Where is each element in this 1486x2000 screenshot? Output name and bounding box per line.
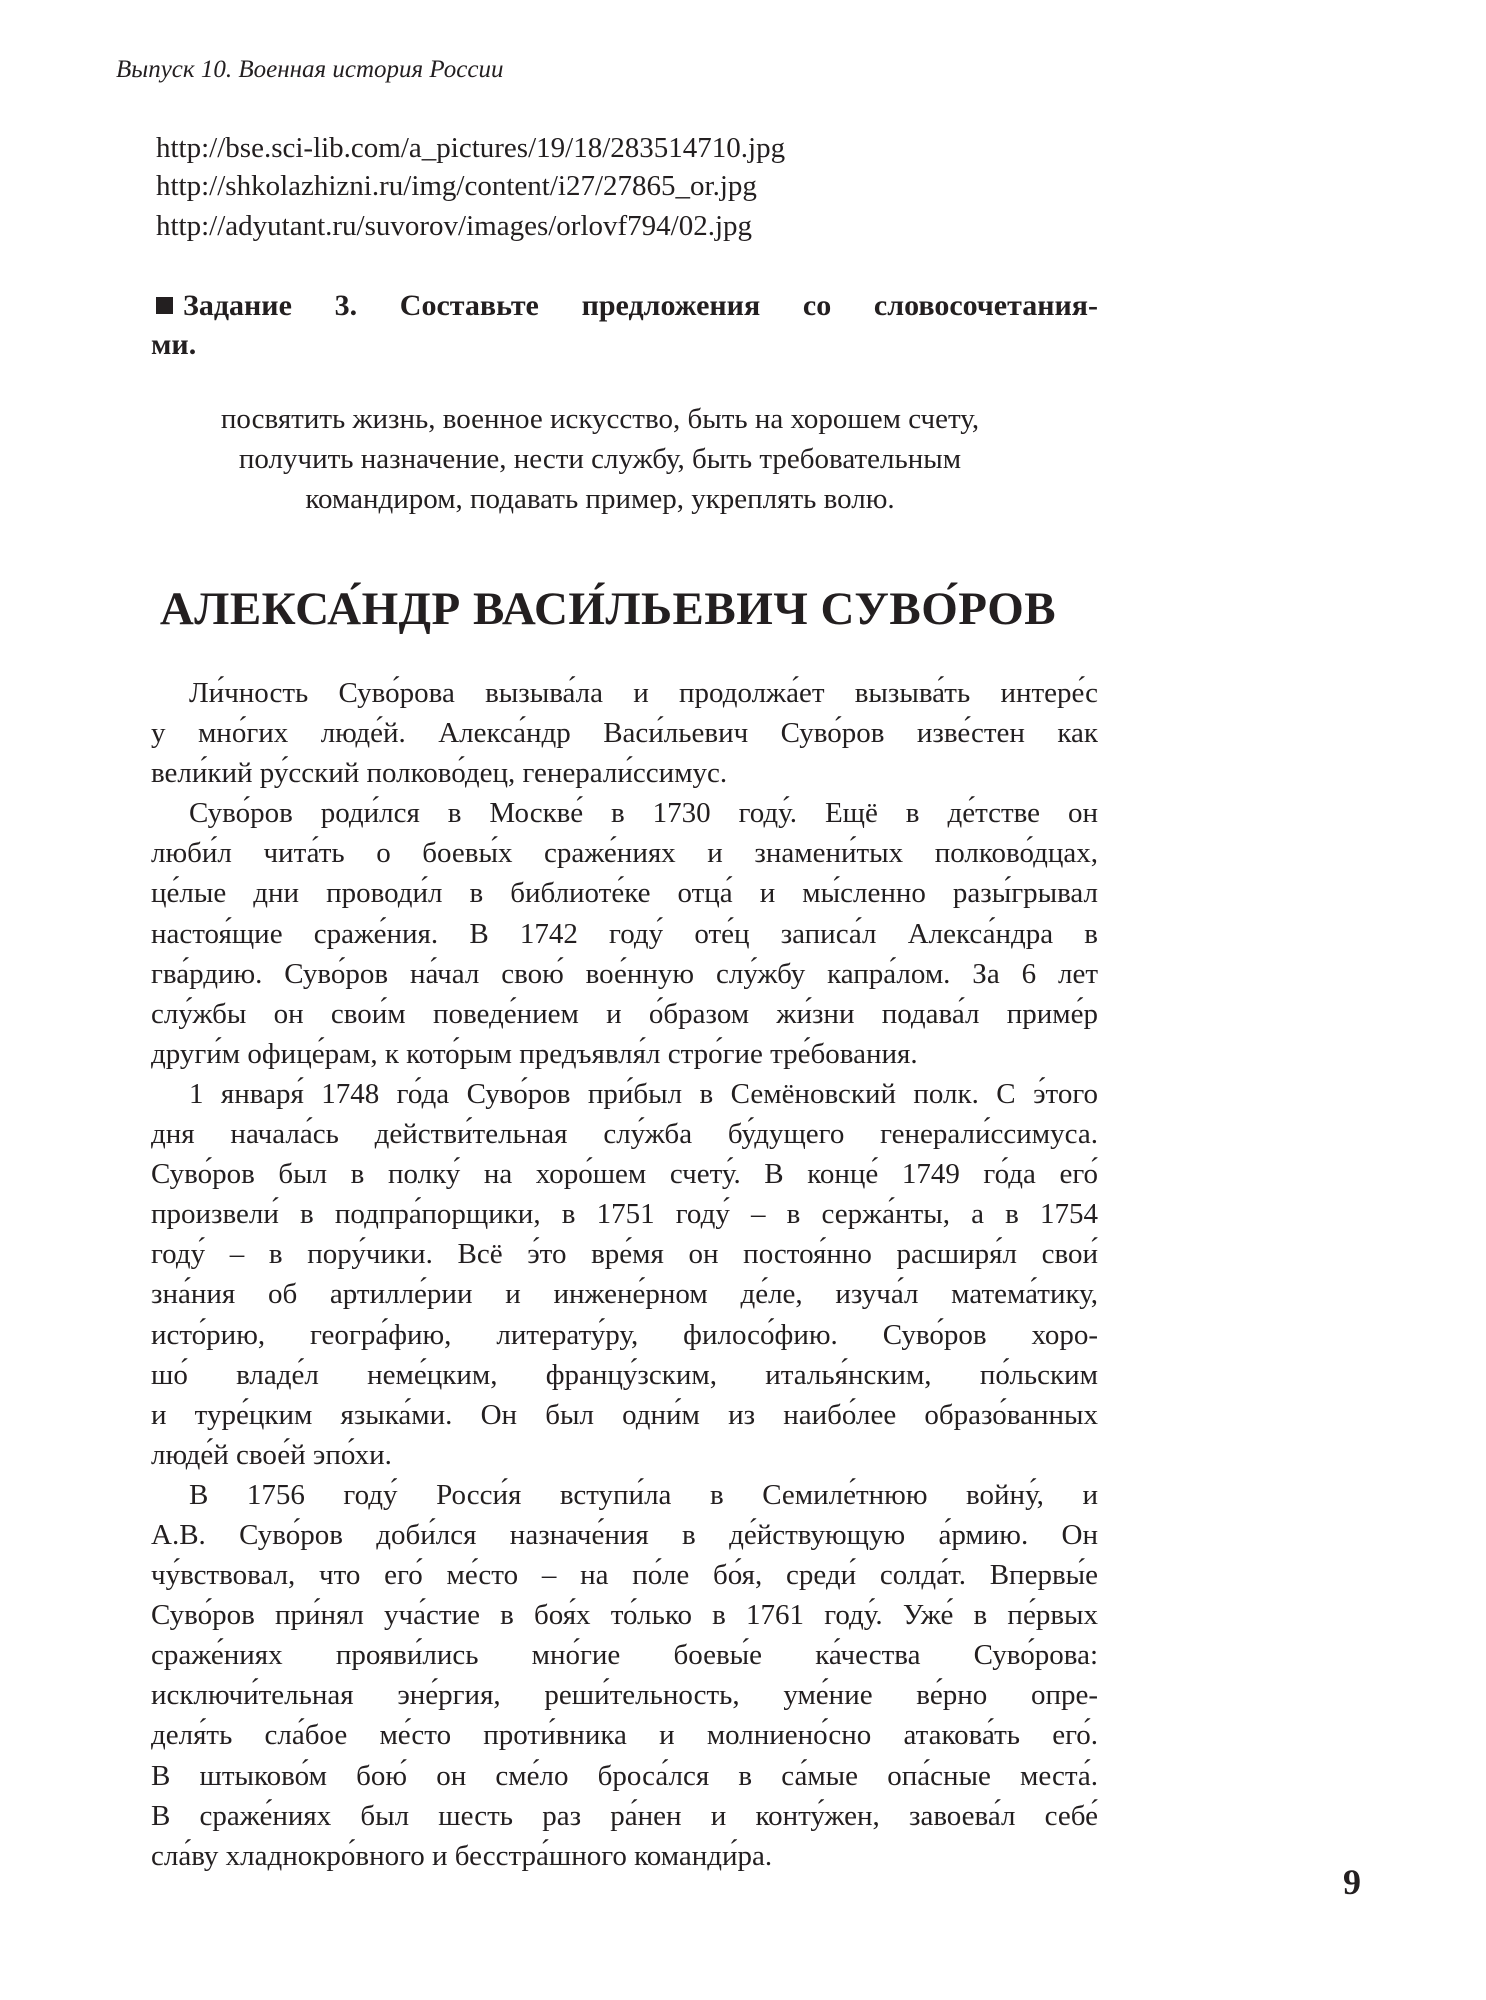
paragraph	[151, 793, 1098, 1074]
square-bullet-icon	[156, 297, 173, 314]
text-line: В 1756 году́ Росси́я вступи́ла в Семиле́тнюю войну́, и	[189, 1478, 1098, 1511]
text-line: гва́рдию. Суво́ров на́чал свою́ вое́нную слу́жбу капра́лом. За 6 лет	[151, 957, 1098, 990]
task-text-continued: ми.	[151, 328, 197, 361]
paragraph	[151, 673, 1098, 793]
text-line: 1 января́ 1748 го́да Суво́ров при́был в Семёновский полк. С э́того	[189, 1077, 1098, 1110]
article-body	[151, 673, 1098, 1876]
text-line: А.В. Суво́ров доби́лся назначе́ния в де́йствующую а́рмию. Он	[151, 1518, 1098, 1551]
text-line: исключи́тельная эне́ргия, реши́тельность, уме́ние ве́рно опре-	[151, 1679, 1098, 1712]
text-line: слу́жбы он свои́м поведе́нием и о́бразом жи́зни подава́л приме́р	[151, 997, 1098, 1030]
link-url[interactable]: http://shkolazhizni.ru/img/content/i27/27865_or.jpg	[156, 170, 757, 202]
text-line: Суво́ров при́нял уча́стие в боя́х то́лько в 1761 году́. Уже́ в пе́рвых	[151, 1599, 1098, 1632]
link-url[interactable]: http://adyutant.ru/suvorov/images/orlovf794/02.jpg	[156, 210, 753, 242]
text-line: сраже́ниях прояви́лись мно́гие боевы́е ка́чества Суво́рова:	[151, 1639, 1098, 1672]
text-line: В сраже́ниях был шесть раз ра́нен и конту́жен, завоева́л себе́	[151, 1799, 1098, 1832]
text-line: вели́кий ру́сский полково́дец, генерали́ссимус.	[151, 757, 728, 790]
phrase-line: получить назначение, нести службу, быть требовательным	[238, 443, 962, 475]
text-line: настоя́щие сраже́ния. В 1742 году́ оте́ц записа́л Алекса́ндра в	[151, 917, 1098, 950]
text-line: Суво́ров роди́лся в Москве́ в 1730 году́. Ещё в де́тстве он	[189, 797, 1098, 830]
paragraph	[151, 1475, 1098, 1876]
text-line: Суво́ров был в полку́ на хоро́шем счету́. В конце́ 1749 го́да его́	[151, 1158, 1098, 1191]
page-number: 9	[1343, 1862, 1361, 1902]
article-title: АЛЕКСА́НДР ВАСИ́ЛЬЕВИЧ СУВО́РОВ	[159, 583, 1057, 635]
text-line: В штыково́м бою́ он сме́ло броса́лся в са́мые опа́сные места́.	[151, 1759, 1098, 1792]
phrase-list	[140, 399, 1060, 519]
running-header: Выпуск 10. Военная история России	[116, 56, 504, 83]
task-heading	[151, 286, 1098, 364]
text-line: деля́ть сла́бое ме́сто проти́вника и молниено́сно атакова́ть его́.	[151, 1719, 1098, 1752]
phrase-line: командиром, подавать пример, укреплять волю.	[305, 483, 895, 515]
text-line: люби́л чита́ть о боевы́х сраже́ниях и знамени́тых полково́дцах,	[151, 837, 1098, 870]
text-line: исто́рию, геогра́фию, литерату́ру, филосо́фию. Суво́ров хоро-	[151, 1318, 1098, 1351]
text-line: сла́ву хладнокро́вного и бесстра́шного команди́ра.	[151, 1839, 773, 1872]
text-line: люде́й свое́й эпо́хи.	[151, 1438, 392, 1471]
text-line: це́лые дни проводи́л в библиоте́ке отца́ и мы́сленно разы́грывал	[151, 877, 1098, 910]
text-line: дня начала́сь действи́тельная слу́жба бу́дущего генерали́ссимуса.	[151, 1118, 1098, 1151]
phrase-line: посвятить жизнь, военное искусство, быть на хорошем счету,	[220, 403, 980, 435]
text-line: зна́ния об артилле́рии и инжене́рном де́ле, изуча́л матема́тику,	[151, 1278, 1098, 1311]
text-line: году́ – в пору́чики. Всё э́то вре́мя он постоя́нно расширя́л свои́	[151, 1238, 1098, 1271]
task-text: Задание 3. Составьте предложения со словосочетания-	[183, 289, 1098, 322]
text-line: и туре́цким языка́ми. Он был одни́м из наибо́лее образо́ванных	[151, 1398, 1098, 1431]
text-line: чу́вствовал, что его́ ме́сто – на по́ле бо́я, среди́ солда́т. Впервы́е	[151, 1559, 1098, 1592]
text-line: произвели́ в подпра́порщики, в 1751 году́ – в сержа́нты, а в 1754	[151, 1198, 1098, 1231]
text-line: шо́ владе́л неме́цким, францу́зским, италья́нским, по́льским	[151, 1358, 1098, 1391]
paragraph	[151, 1074, 1098, 1475]
link-url[interactable]: http://bse.sci-lib.com/a_pictures/19/18/283514710.jpg	[156, 132, 786, 164]
text-line: Ли́чность Суво́рова вызыва́ла и продолжа́ет вызыва́ть интере́с	[189, 677, 1098, 709]
text-line: у мно́гих люде́й. Алекса́ндр Васи́льевич Суво́ров изве́стен как	[151, 717, 1098, 750]
text-line: други́м офице́рам, к кото́рым предъявля́л стро́гие тре́бования.	[151, 1037, 918, 1070]
